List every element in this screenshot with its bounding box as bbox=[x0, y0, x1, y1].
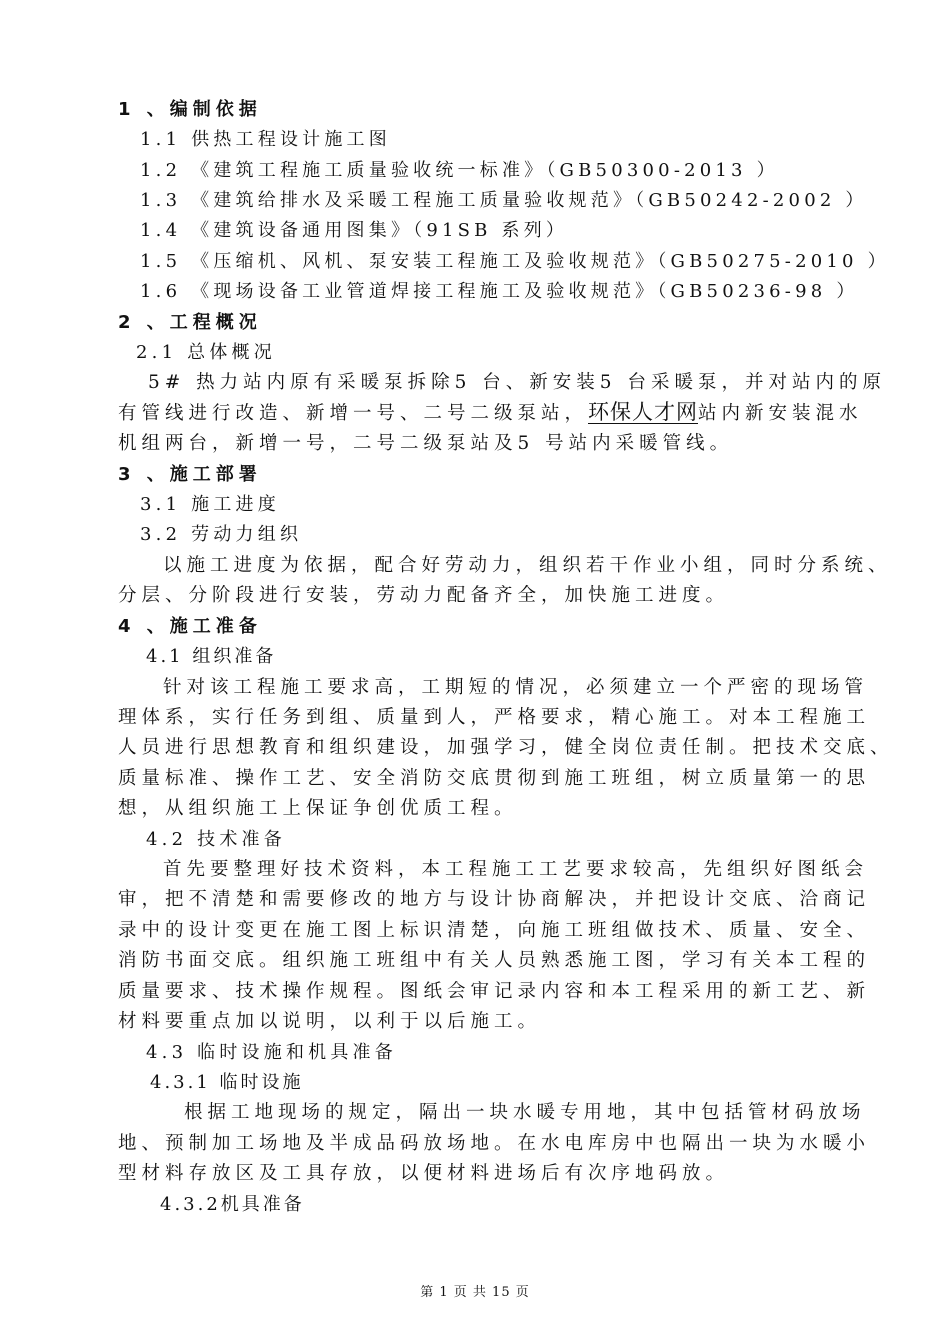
paragraph-line: 理体系，实行任务到组、质量到人，严格要求，精心施工。对本工程施工 bbox=[118, 707, 871, 728]
paragraph-line: 消防书面交底。组织施工班组中有关人员熟悉施工图，学习有关本工程的 bbox=[118, 950, 871, 971]
section-1-3: 1.3 《建筑给排水及采暖工程施工质量验收规范》（GB50242-2002 ） bbox=[140, 190, 868, 211]
section-4-3-1: 4.3.1 临时设施 bbox=[150, 1072, 304, 1093]
paragraph-line: 材料要重点加以说明，以利于以后施工。 bbox=[118, 1011, 542, 1032]
section-1-heading: 1 、编制依据 bbox=[118, 99, 262, 120]
section-3-heading: 3 、施工部署 bbox=[118, 464, 262, 485]
paragraph-line: 根据工地现场的规定，隔出一块水暖专用地，其中包括管材码放场 bbox=[184, 1102, 866, 1123]
paragraph-line: 地、预制加工场地及半成品码放场地。在水电库房中也隔出一块为水暖小 bbox=[118, 1133, 871, 1154]
section-4-3-2: 4.3.2机具准备 bbox=[160, 1194, 305, 1215]
paragraph-line: 想，从组织施工上保证争创优质工程。 bbox=[118, 798, 518, 819]
paragraph-line: 质量要求、技术操作规程。图纸会审记录内容和本工程采用的新工艺、新 bbox=[118, 981, 871, 1002]
section-4-heading: 4 、施工准备 bbox=[118, 616, 262, 637]
paragraph-line: 审，把不清楚和需要修改的地方与设计协商解决，并把设计交底、洽商记 bbox=[118, 889, 871, 910]
section-4-2: 4.2 技术准备 bbox=[146, 829, 286, 850]
paragraph-text: 站内新安装混水 bbox=[698, 403, 863, 424]
section-1-4: 1.4 《建筑设备通用图集》（91SB 系列） bbox=[140, 220, 569, 241]
paragraph-line: 以施工进度为依据，配合好劳动力，组织若干作业小组，同时分系统、 bbox=[163, 555, 892, 576]
paragraph-text: 有管线进行改造、新增一号、二号二级泵站， bbox=[118, 403, 589, 424]
paragraph-line: 质量标准、操作工艺、安全消防交底贯彻到施工班组，树立质量第一的思 bbox=[118, 768, 871, 789]
section-3-1: 3.1 施工进度 bbox=[140, 494, 280, 515]
page-footer: 第 1 页 共 15 页 bbox=[420, 1285, 530, 1300]
section-2-heading: 2 、工程概况 bbox=[118, 312, 262, 333]
section-3-2: 3.2 劳动力组织 bbox=[140, 524, 303, 545]
section-1-1: 1.1 供热工程设计施工图 bbox=[140, 129, 391, 150]
section-1-5: 1.5 《压缩机、风机、泵安装工程施工及验收规范》（GB50275-2010 ） bbox=[140, 251, 890, 272]
section-1-2: 1.2 《建筑工程施工质量验收统一标准》（GB50300-2013 ） bbox=[140, 160, 779, 181]
section-4-1: 4.1 组织准备 bbox=[146, 646, 277, 667]
section-4-3: 4.3 临时设施和机具准备 bbox=[146, 1042, 397, 1063]
section-1-6: 1.6 《现场设备工业管道焊接工程施工及验收规范》（GB50236-98 ） bbox=[140, 281, 859, 302]
paragraph-line: 型材料存放区及工具存放，以便材料进场后有次序地码放。 bbox=[118, 1163, 730, 1184]
paragraph-line: 5# 热力站内原有采暖泵拆除5 台、新安装5 台采暖泵，并对站内的原 bbox=[148, 372, 886, 393]
paragraph-line: 分层、分阶段进行安装，劳动力配备齐全，加快施工进度。 bbox=[118, 585, 730, 606]
watermark-text: 环保人才网 bbox=[588, 400, 699, 424]
paragraph-line: 机组两台，新增一号，二号二级泵站及5 号站内采暖管线。 bbox=[118, 433, 734, 454]
paragraph-line bbox=[118, 401, 863, 426]
paragraph-line: 录中的设计变更在施工图上标识清楚，向施工班组做技术、质量、安全、 bbox=[118, 920, 871, 941]
section-2-1: 2.1 总体概况 bbox=[136, 342, 276, 363]
paragraph-line: 人员进行思想教育和组织建设，加强学习，健全岗位责任制。把技术交底、 bbox=[118, 737, 894, 758]
paragraph-line: 首先要整理好技术资料，本工程施工工艺要求较高，先组织好图纸会 bbox=[163, 859, 869, 880]
paragraph-line: 针对该工程施工要求高，工期短的情况，必须建立一个严密的现场管 bbox=[163, 677, 869, 698]
